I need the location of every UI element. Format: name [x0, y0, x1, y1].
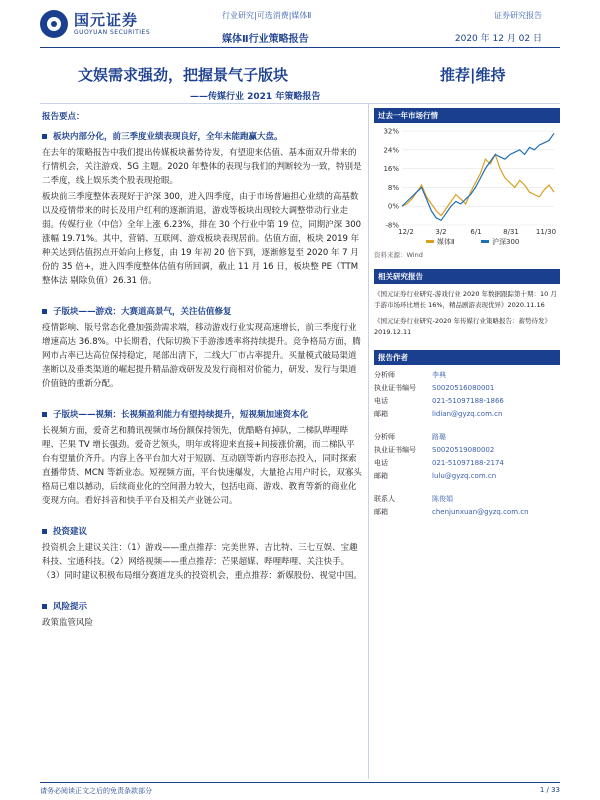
contact-card [374, 493, 560, 519]
report-type: 证券研究报告 [494, 11, 542, 20]
x-tick-label: 8/31 [503, 228, 519, 236]
legend-swatch [481, 240, 489, 243]
header-tags: 行业研究|可选消费|媒体Ⅱ [222, 11, 312, 20]
label: 执业证书编号 [374, 384, 416, 392]
legend-swatch [426, 240, 434, 243]
related-report[interactable]: 《国元证券行业研究-2020 年传媒行业策略报告：蓄势待发》2019.12.11 [374, 317, 551, 336]
bullet-text: 板块内部分化，前三季度业绩表现良好，全年未能跑赢大盘。 [53, 132, 283, 142]
y-tick-label: 0% [387, 202, 399, 211]
reports-header: 相关研究报告 [374, 269, 560, 284]
bullet-text: 投资建议 [53, 527, 88, 537]
legend-label: 媒体Ⅱ [437, 238, 455, 246]
authors-header: 报告作者 [374, 350, 560, 365]
bullet-icon [42, 529, 47, 534]
bullet-title [42, 409, 362, 422]
email-link[interactable]: lidian@gyzq.com.cn [432, 410, 503, 418]
bullet-title [42, 601, 362, 614]
rating: 推荐|维持 [440, 66, 506, 84]
report-date: 2020 年 12 月 02 日 [454, 34, 542, 44]
logo-en: GUOYUAN SECURITIES [74, 29, 151, 36]
bullet-title [42, 306, 362, 319]
logo-icon [40, 10, 68, 38]
sidebar [374, 108, 560, 529]
author-name: 路璐 [432, 433, 446, 441]
page-number: 1 / 33 [539, 786, 560, 794]
bullet-title [42, 526, 362, 539]
author-card [374, 369, 560, 421]
footer-disclaimer: 请务必阅读正文之后的免责条款部分 [40, 787, 152, 795]
label: 分析师 [374, 433, 395, 441]
phone: 021-51097188-1866 [432, 397, 504, 405]
title-divider [40, 103, 560, 104]
label: 邮箱 [374, 410, 388, 418]
x-tick-label: 3/2 [435, 228, 447, 236]
paragraph: 长视频方面，爱奇艺和腾讯视频市场份额保持领先，优酷略有掉队，二梯队哔哩哔哩、芒果 TV 增长强劲。爱奇艺领头，明年或将迎来直接+间接涨价潮，而二梯队平台有望量价齐升。内容上各平台加大对于短剧、互动剧等新内容形态投入，同时探索直播带货、MCN 等新业态。短视频方面，平台快速爆发，大量抢占用户时长，双寡头格局已难以撼动，后续商业化的空间潜力较大，包括电商、游戏、教育等新的商业化变现方向。看好抖音和快手平台及相关产业链公司。 [42, 426, 362, 506]
logo [40, 10, 150, 38]
label: 联系人 [374, 495, 395, 503]
bullet-text: 风险提示 [53, 602, 88, 612]
bullet-text: 子版块——视频：长视频盈利能力有望持续提升，短视频加速资本化 [53, 410, 309, 420]
x-tick-label: 11/30 [535, 228, 557, 236]
label: 电话 [374, 459, 388, 467]
chart-source: 资料来源：Wind [374, 251, 423, 259]
main-column [42, 110, 362, 630]
page-title: 文娱需求强劲，把握景气子版块 [78, 66, 289, 84]
bullet-title [42, 131, 362, 144]
bullet-icon [42, 412, 47, 417]
header-sub: 媒体Ⅱ行业策略报告 [222, 34, 309, 45]
y-tick-label: 16% [383, 165, 399, 174]
label: 执业证书编号 [374, 446, 416, 454]
email-link[interactable]: chenjunxuan@gyzq.com.cn [432, 508, 529, 516]
x-tick-label: 6/1 [470, 228, 482, 236]
bullet-icon [42, 309, 47, 314]
logo-cn: 国元证券 [74, 11, 139, 29]
market-chart [374, 123, 560, 248]
chart-header: 过去一年市场行情 [374, 108, 560, 123]
contact-name: 陈俊娟 [432, 495, 453, 503]
bullet-icon [42, 604, 47, 609]
bullet-icon [42, 134, 47, 139]
paragraph: 板块前三季度整体表现好于沪深 300，进入四季度，由于市场普遍担心业绩的高基数以及疫情带来的时长及用户红利的逐渐消退，游戏等板块出现较大调整带动行业走弱。传媒行业（中信）全年上涨 6.23%，排在 30 个行业中第 19 位，同期沪深 300 涨幅 19.71%。其中，营销、互联网、游戏板块表现居前。估值方面，板块 2019 年种关达到估值拐点开始向上修复，由 19 年初 20 倍下到，逐渐修复至 2020 年 7 月份的 35 倍+，进入四季度整体估值有所回调，截止 11 月 16 日，板块整 PE（TTM 整体法 剔除负值）26.31 倍。 [42, 192, 362, 286]
paragraph: 疫情影响、版号常态化叠加强劲需求端，移动游戏行业实现高速增长，前三季度行业增速高达 36.8%。中长期看，代际切换下手游渗透率将持续提升。竞争格局方面，腾网市占率已达高位保持稳定，尾部出清下，二线大厂市占率提升。买量模式破局渠道垄断以及垂类渠道的崛起提升精品游戏研发及发行商相对价能力，研发、发行与渠道价值链的重新分配。 [42, 323, 361, 389]
label: 邮箱 [374, 472, 388, 480]
column-divider [368, 104, 369, 779]
label: 电话 [374, 397, 388, 405]
y-tick-label: 32% [383, 127, 399, 136]
page-header [0, 0, 600, 50]
y-tick-label: 24% [383, 146, 399, 155]
related-report[interactable]: 《国元证券行业研究-游戏行业 2020 年数据跟踪第十期：10 月手游市场环比增长 16%，精品剧游表现优异》2020.11.16 [374, 290, 557, 309]
author-card [374, 431, 560, 483]
paragraph: 投资机会上建议关注：（1）游戏——重点推荐：完美世界、吉比特、三七互娱、宝趣科技、宝通科技。（2）网络视频——重点推荐：芒果超媒、哔哩哔哩、关注快手。（3）同时建议积极布局细分赛道龙头的投资机会，重点推荐：新媒股份、视觉中国。 [42, 543, 362, 581]
y-tick-label: -8% [385, 221, 399, 230]
author-name: 李典 [432, 371, 446, 379]
footer-divider [40, 782, 560, 783]
bullet-text: 子版块——游戏：大赛道高景气，关注估值修复 [53, 307, 232, 317]
legend-label: 沪深300 [492, 238, 520, 246]
x-tick-label: 12/2 [398, 228, 414, 236]
label: 邮箱 [374, 508, 388, 516]
cert-number: S0020519080002 [432, 446, 495, 454]
header-divider [40, 47, 560, 48]
label: 分析师 [374, 371, 395, 379]
paragraph: 在去年的策略报告中我们提出传媒板块蓄势待发，有望迎来估值、基本面双升带来的行情机会，关注游戏、5G 主题。2020 年整体的表现与我们的判断较为一致，特别是二季度，线上娱乐类个股表现抢眼。 [42, 148, 362, 186]
y-tick-label: 8% [387, 183, 399, 192]
page-subtitle: ——传媒行业 2021 年策略报告 [190, 92, 321, 102]
section-label: 报告要点： [42, 112, 85, 122]
paragraph: 政策监管风险 [42, 618, 94, 628]
email-link[interactable]: lulu@gyzq.com.cn [432, 472, 497, 480]
phone: 021-51097188-2174 [432, 459, 504, 467]
cert-number: S0020516080001 [432, 384, 495, 392]
chart-svg [374, 123, 560, 248]
